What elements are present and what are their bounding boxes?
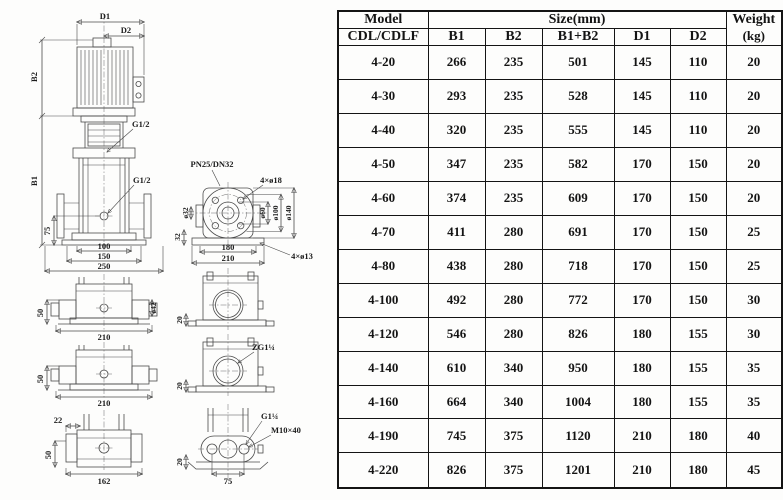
value-cell: 610	[428, 351, 485, 385]
model-cell: 4-100	[338, 283, 428, 317]
port-section-view-1	[175, 268, 274, 330]
value-cell: 664	[428, 385, 485, 419]
value-cell: 280	[485, 283, 542, 317]
value-cell: 145	[614, 46, 670, 80]
sec3-dim75-label: 75	[223, 476, 233, 486]
value-cell: 320	[428, 113, 485, 147]
dim-d1-label: D1	[99, 11, 111, 21]
value-cell: 145	[614, 79, 670, 113]
value-cell: 235	[485, 147, 542, 181]
value-cell: 501	[542, 46, 614, 80]
dim-75-label: 75	[42, 226, 52, 236]
pump-drawing-svg	[0, 0, 337, 500]
flange-title: PN25/DN32	[190, 159, 234, 169]
value-cell: 374	[428, 181, 485, 215]
value-cell: 546	[428, 317, 485, 351]
value-cell: 582	[542, 147, 614, 181]
value-cell: 25	[726, 249, 782, 283]
value-cell: 718	[542, 249, 614, 283]
model-cell: 4-80	[338, 249, 428, 283]
base-view-2	[35, 342, 157, 408]
value-cell: 235	[485, 46, 542, 80]
subheader-model: CDL/CDLF	[338, 29, 428, 46]
value-cell: 35	[726, 385, 782, 419]
header-row-2	[338, 29, 782, 46]
value-cell: 150	[670, 283, 726, 317]
table-row	[338, 249, 782, 283]
value-cell: 266	[428, 46, 485, 80]
dim-100-label: 100	[97, 241, 111, 251]
sec2-thread-label: ZG1¼	[252, 342, 275, 352]
value-cell: 20	[726, 147, 782, 181]
base2-dim50-label: 50	[35, 374, 45, 384]
value-cell: 110	[670, 113, 726, 147]
value-cell: 155	[670, 351, 726, 385]
value-cell: 110	[670, 46, 726, 80]
model-cell: 4-220	[338, 453, 428, 488]
value-cell: 110	[670, 79, 726, 113]
value-cell: 180	[614, 385, 670, 419]
value-cell: 180	[670, 419, 726, 453]
dim-b2-label: B2	[29, 72, 39, 82]
value-cell: 20	[726, 46, 782, 80]
flange-dim180-label: 180	[221, 242, 235, 252]
value-cell: 170	[614, 181, 670, 215]
value-cell: 555	[542, 113, 614, 147]
value-cell: 375	[485, 419, 542, 453]
table-row	[338, 385, 782, 419]
value-cell: 150	[670, 249, 726, 283]
base3-dim162-label: 162	[97, 476, 111, 486]
dim-150-label: 150	[97, 251, 111, 261]
table-row	[338, 79, 782, 113]
table-row	[338, 147, 782, 181]
flange-dim210-label: 210	[221, 253, 235, 263]
model-cell: 4-190	[338, 419, 428, 453]
value-cell: 20	[726, 79, 782, 113]
value-cell: 280	[485, 317, 542, 351]
header-weight-text: Weight	[732, 12, 776, 27]
table-row	[338, 317, 782, 351]
sec3-dim20-label: 20	[175, 458, 184, 466]
value-cell: 826	[428, 453, 485, 488]
flange-dia60-label: ø60	[258, 207, 267, 219]
value-cell: 180	[670, 453, 726, 488]
header-row-1	[338, 11, 782, 29]
value-cell: 492	[428, 283, 485, 317]
value-cell: 20	[726, 113, 782, 147]
port-section-view-3	[175, 404, 301, 486]
size-table-body	[338, 46, 782, 489]
dim-d2-label: D2	[120, 25, 132, 35]
base3-dim22-label: 22	[53, 415, 63, 425]
value-cell: 293	[428, 79, 485, 113]
value-cell: 170	[614, 283, 670, 317]
base-view-3	[43, 410, 142, 486]
table-row	[338, 283, 782, 317]
model-cell: 4-40	[338, 113, 428, 147]
value-cell: 170	[614, 215, 670, 249]
subheader-b1b2: B1+B2	[542, 29, 614, 46]
base2-dim210-label: 210	[97, 398, 111, 408]
flange-dim32-label: 32	[173, 233, 182, 241]
value-cell: 609	[542, 181, 614, 215]
flange-bolt18-label: 4×ø18	[260, 175, 282, 185]
g12-drain-label: G1/2	[133, 175, 151, 185]
value-cell: 950	[542, 351, 614, 385]
value-cell: 772	[542, 283, 614, 317]
value-cell: 280	[485, 215, 542, 249]
value-cell: 45	[726, 453, 782, 488]
model-cell: 4-50	[338, 147, 428, 181]
model-cell: 4-60	[338, 181, 428, 215]
port-section-view-2	[175, 334, 275, 396]
value-cell: 347	[428, 147, 485, 181]
subheader-d2: D2	[670, 29, 726, 46]
sec3-thread-label: G1¼	[261, 411, 279, 421]
table-row	[338, 113, 782, 147]
pump-technical-drawing	[0, 0, 337, 500]
table-row	[338, 46, 782, 80]
value-cell: 30	[726, 317, 782, 351]
flange-dia100-label: ø100	[271, 205, 280, 221]
value-cell: 155	[670, 317, 726, 351]
model-cell: 4-120	[338, 317, 428, 351]
base3-dim50-label: 50	[43, 450, 53, 460]
flange-top-view	[173, 159, 313, 264]
value-cell: 745	[428, 419, 485, 453]
value-cell: 411	[428, 215, 485, 249]
base1-dim210-label: 210	[97, 332, 111, 342]
value-cell: 180	[614, 351, 670, 385]
value-cell: 235	[485, 113, 542, 147]
value-cell: 25	[726, 215, 782, 249]
flange-bore-label: ø32	[181, 207, 190, 219]
flange-dia140-label: ø140	[284, 205, 293, 221]
table-row	[338, 215, 782, 249]
value-cell: 155	[670, 385, 726, 419]
value-cell: 210	[614, 419, 670, 453]
value-cell: 375	[485, 453, 542, 488]
value-cell: 40	[726, 419, 782, 453]
value-cell: 280	[485, 249, 542, 283]
base-view-1	[35, 274, 158, 342]
header-weight	[726, 11, 782, 46]
value-cell: 150	[670, 147, 726, 181]
g12-top-label: G1/2	[132, 119, 150, 129]
sec2-dim20-label: 20	[175, 382, 184, 390]
value-cell: 170	[614, 249, 670, 283]
header-weight-unit: (kg)	[742, 28, 765, 43]
dimensions-table	[337, 10, 783, 489]
value-cell: 1004	[542, 385, 614, 419]
value-cell: 826	[542, 317, 614, 351]
value-cell: 691	[542, 215, 614, 249]
dim-b1-label: B1	[29, 176, 39, 186]
subheader-b2: B2	[485, 29, 542, 46]
table-row	[338, 453, 782, 488]
value-cell: 150	[670, 215, 726, 249]
value-cell: 528	[542, 79, 614, 113]
main-front-view	[29, 11, 163, 272]
header-model: Model	[338, 11, 428, 29]
value-cell: 235	[485, 181, 542, 215]
table-row	[338, 419, 782, 453]
sec3-bolt-label: M10×40	[271, 425, 301, 435]
dimensions-table-wrap	[337, 10, 781, 489]
subheader-d1: D1	[614, 29, 670, 46]
base1-dim50-label: 50	[35, 308, 45, 318]
value-cell: 438	[428, 249, 485, 283]
subheader-b1: B1	[428, 29, 485, 46]
value-cell: 235	[485, 79, 542, 113]
value-cell: 340	[485, 385, 542, 419]
value-cell: 180	[614, 317, 670, 351]
value-cell: 1120	[542, 419, 614, 453]
model-cell: 4-70	[338, 215, 428, 249]
value-cell: 35	[726, 351, 782, 385]
value-cell: 170	[614, 147, 670, 181]
value-cell: 1201	[542, 453, 614, 488]
sec1-dim20-label: 20	[175, 316, 184, 324]
model-cell: 4-30	[338, 79, 428, 113]
table-row	[338, 351, 782, 385]
value-cell: 340	[485, 351, 542, 385]
model-cell: 4-140	[338, 351, 428, 385]
value-cell: 150	[670, 181, 726, 215]
flange-bolt13-label: 4×ø13	[291, 251, 313, 261]
value-cell: 20	[726, 181, 782, 215]
base1-dia42-label: ø42	[149, 302, 158, 314]
dim-250-label: 250	[97, 261, 111, 271]
model-cell: 4-160	[338, 385, 428, 419]
value-cell: 30	[726, 283, 782, 317]
model-cell: 4-20	[338, 46, 428, 80]
header-size: Size(mm)	[428, 11, 726, 29]
value-cell: 145	[614, 113, 670, 147]
value-cell: 210	[614, 453, 670, 488]
table-row	[338, 181, 782, 215]
